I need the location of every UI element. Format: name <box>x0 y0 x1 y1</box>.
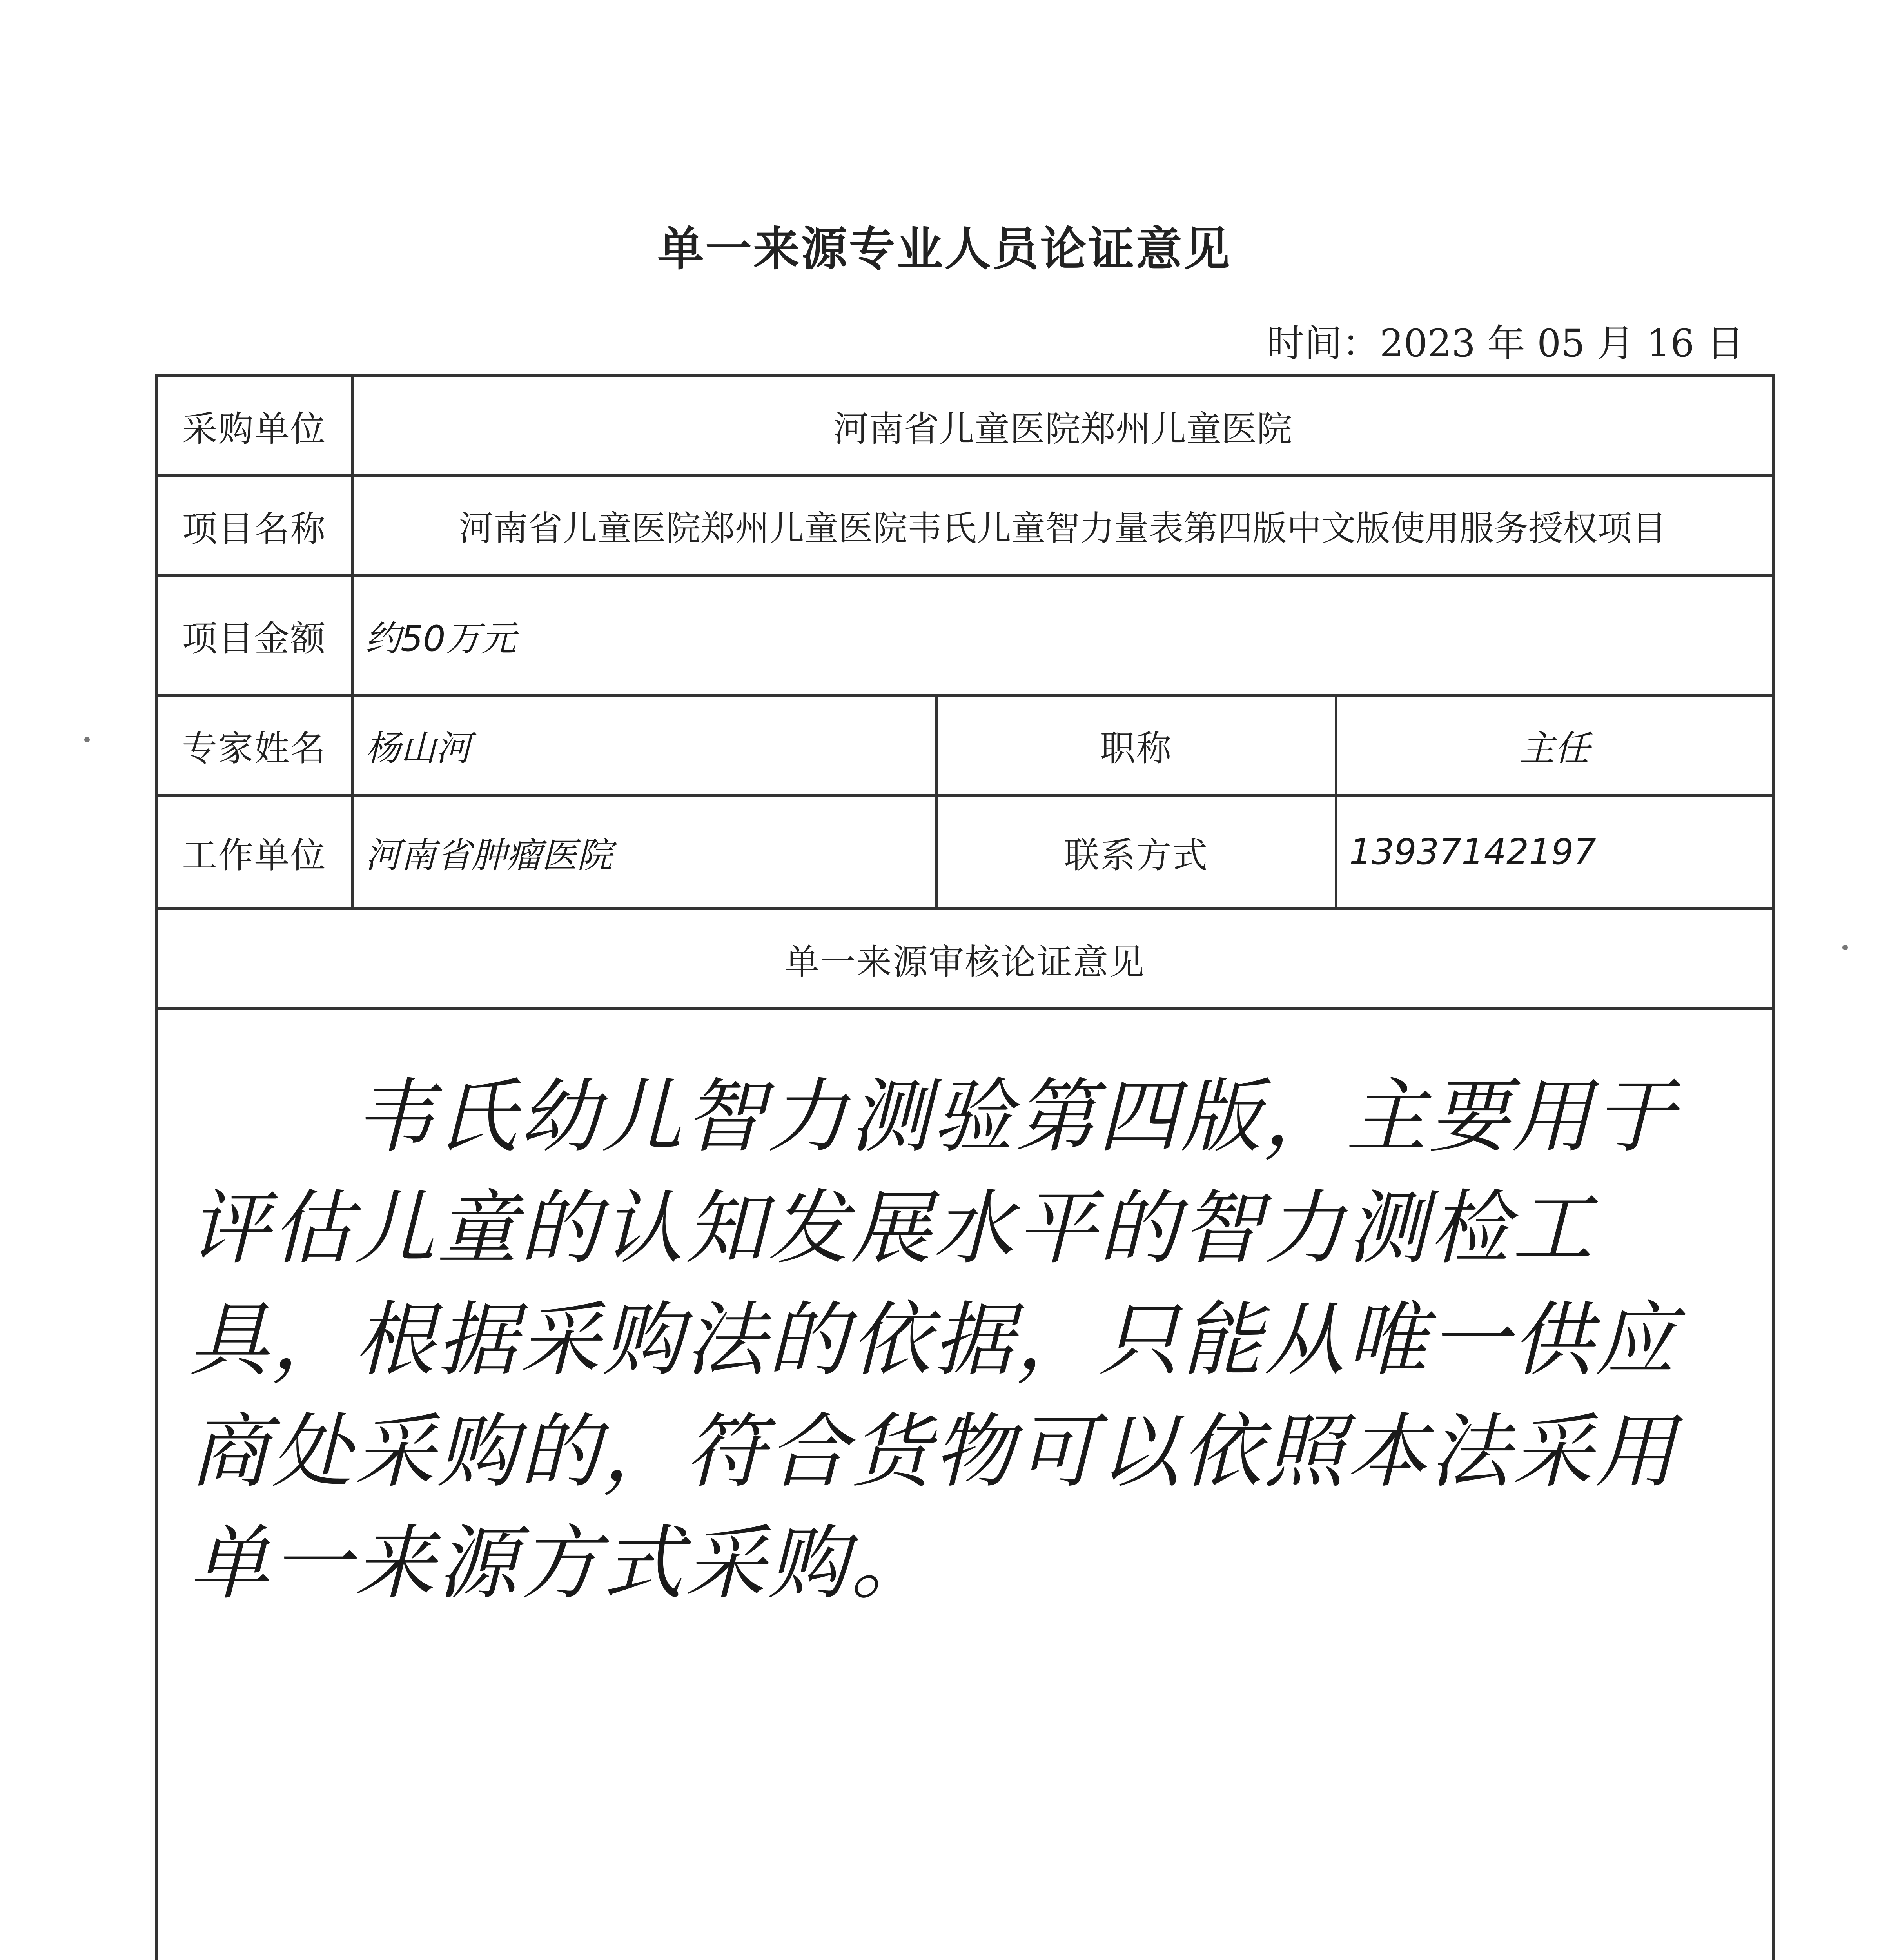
title-rank-label: 职称 <box>936 695 1336 795</box>
project-amount-label: 项目金额 <box>156 576 352 695</box>
project-name-label: 项目名称 <box>156 476 352 576</box>
contact-value: 13937142197 <box>1336 795 1773 909</box>
row-opinion-body <box>156 1009 1773 1960</box>
opinion-text: 韦氏幼儿智力测验第四版，主要用于评估儿童的认知发展水平的智力测检工具，根据采购法的依据，只能从唯一供应商处采购的，符合货物可以依照本法采用单一来源方式采购。 <box>189 1070 1678 1610</box>
opinion-header: 单一来源审核论证意见 <box>156 909 1773 1009</box>
work-unit-value: 河南省肿瘤医院 <box>352 795 936 909</box>
opinion-cell <box>156 1009 1773 1960</box>
purchaser-label: 采购单位 <box>156 376 352 476</box>
row-expert <box>156 695 1773 795</box>
work-unit-label: 工作单位 <box>156 795 352 909</box>
page-title: 单一来源专业人员论证意见 <box>657 221 1232 276</box>
project-name-value: 河南省儿童医院郑州儿童医院韦氏儿童智力量表第四版中文版使用服务授权项目 <box>352 476 1773 576</box>
row-opinion-header <box>156 909 1773 1009</box>
scan-mark <box>1842 945 1848 950</box>
row-project-amount <box>156 576 1773 695</box>
argument-form-table <box>155 374 1775 1960</box>
project-amount-value: 约50万元 <box>352 576 1773 695</box>
date-line: 时间：2023 年 05 月 16 日 <box>1267 321 1744 365</box>
contact-label: 联系方式 <box>936 795 1336 909</box>
row-purchaser <box>156 376 1773 476</box>
expert-name-signature: 杨山河 <box>352 695 936 795</box>
expert-name-label: 专家姓名 <box>156 695 352 795</box>
scan-mark <box>84 737 90 742</box>
purchaser-value: 河南省儿童医院郑州儿童医院 <box>352 376 1773 476</box>
row-project-name <box>156 476 1773 576</box>
title-rank-value: 主任 <box>1336 695 1773 795</box>
row-work-unit <box>156 795 1773 909</box>
